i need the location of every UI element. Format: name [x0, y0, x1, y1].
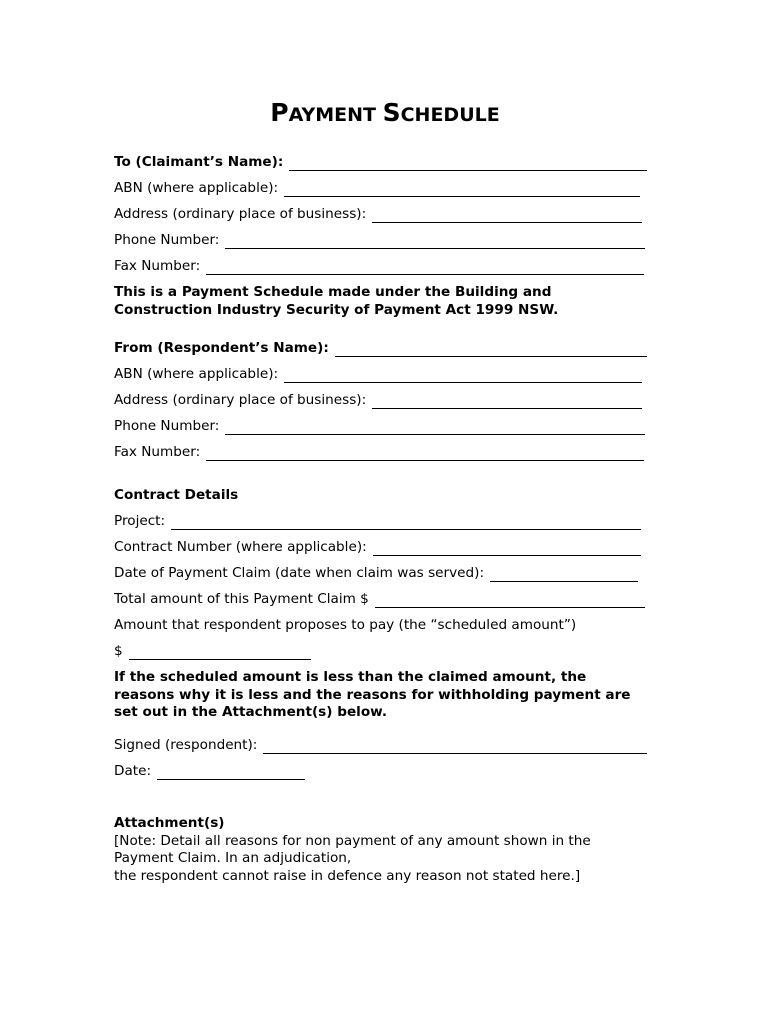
date-field[interactable] — [157, 765, 305, 780]
claimant-fax-row — [114, 258, 644, 275]
respondent-fax-field[interactable] — [206, 446, 644, 461]
contract-details-heading — [114, 487, 238, 504]
claim-date-label: Date of Payment Claim (date when claim was served): — [114, 565, 485, 581]
act-statement-line: Construction Industry Security of Payment Act 1999 NSW. — [114, 301, 559, 318]
claimant-fax-field[interactable] — [206, 260, 644, 275]
proposed-amount-label: Amount that respondent proposes to pay (the “scheduled amount”) — [114, 617, 577, 633]
date-row — [114, 763, 305, 780]
respondent-name-row — [114, 340, 647, 357]
respondent-phone-row — [114, 418, 645, 435]
total-amount-field[interactable] — [375, 593, 645, 608]
respondent-abn-row — [114, 366, 642, 383]
attachments-note-line: the respondent cannot raise in defence any reason not stated here.] — [114, 867, 581, 884]
notice-line: If the scheduled amount is less than the claimed amount, the — [114, 669, 587, 685]
contract-heading-text: Contract Details — [114, 487, 239, 503]
respondent-name-label: From (Respondent’s Name): — [114, 340, 329, 356]
claimant-phone-row — [114, 232, 645, 249]
contract-number-field[interactable] — [373, 541, 641, 556]
act-statement — [114, 284, 558, 319]
claimant-address-field[interactable] — [372, 208, 642, 223]
respondent-address-label: Address (ordinary place of business): — [114, 392, 367, 408]
total-amount-row — [114, 591, 645, 608]
respondent-fax-row — [114, 444, 644, 461]
project-row — [114, 513, 641, 530]
claimant-address-label: Address (ordinary place of business): — [114, 206, 367, 222]
title-rest-schedule: CHEDULE — [400, 104, 500, 126]
act-statement-line: This is a Payment Schedule made under the Building and — [114, 284, 552, 300]
total-amount-label: Total amount of this Payment Claim $ — [114, 591, 369, 607]
respondent-address-row — [114, 392, 642, 409]
signed-label: Signed (respondent): — [114, 737, 258, 753]
signature-field[interactable] — [263, 739, 647, 754]
respondent-abn-field[interactable] — [284, 368, 642, 383]
respondent-abn-label: ABN (where applicable): — [114, 366, 279, 382]
attachments-heading: Attachment(s) — [114, 815, 225, 831]
project-field[interactable] — [171, 515, 641, 530]
claimant-abn-field[interactable] — [284, 182, 640, 197]
contract-number-label: Contract Number (where applicable): — [114, 539, 367, 555]
claim-date-field[interactable] — [490, 567, 638, 582]
date-label: Date: — [114, 763, 152, 779]
contract-number-row — [114, 539, 641, 556]
title-rest-payment: AYMENT — [288, 104, 383, 126]
claimant-fax-label: Fax Number: — [114, 258, 201, 274]
claimant-phone-field[interactable] — [225, 234, 645, 249]
respondent-phone-field[interactable] — [225, 420, 645, 435]
claimant-name-row — [114, 154, 647, 171]
claimant-abn-row — [114, 180, 640, 197]
respondent-name-field[interactable] — [335, 342, 647, 357]
title-initial-p: P — [270, 98, 289, 127]
title-initial-s: S — [382, 98, 401, 127]
page-title — [0, 98, 770, 127]
proposed-amount-row — [114, 617, 576, 634]
claim-date-row — [114, 565, 638, 582]
attachments-note-line: [Note: Detail all reasons for non payment of any amount shown in the — [114, 832, 591, 849]
respondent-address-field[interactable] — [372, 394, 642, 409]
scheduled-amount-field[interactable] — [129, 645, 311, 660]
claimant-address-row — [114, 206, 642, 223]
attachments-section — [114, 815, 591, 885]
notice-line: reasons why it is less and the reasons for withholding payment are — [114, 686, 631, 703]
claimant-phone-label: Phone Number: — [114, 232, 220, 248]
scheduled-amount-row — [114, 643, 311, 660]
respondent-phone-label: Phone Number: — [114, 418, 220, 434]
respondent-fax-label: Fax Number: — [114, 444, 201, 460]
project-label: Project: — [114, 513, 166, 529]
dollar-sign: $ — [114, 643, 123, 659]
claimant-name-label: To (Claimant’s Name): — [114, 154, 284, 170]
claimant-abn-label: ABN (where applicable): — [114, 180, 279, 196]
notice-line: set out in the Attachment(s) below. — [114, 704, 388, 720]
signed-row — [114, 737, 647, 754]
withholding-notice — [114, 669, 631, 722]
claimant-name-field[interactable] — [289, 156, 647, 171]
attachments-note-line: Payment Claim. In an adjudication, — [114, 850, 352, 866]
